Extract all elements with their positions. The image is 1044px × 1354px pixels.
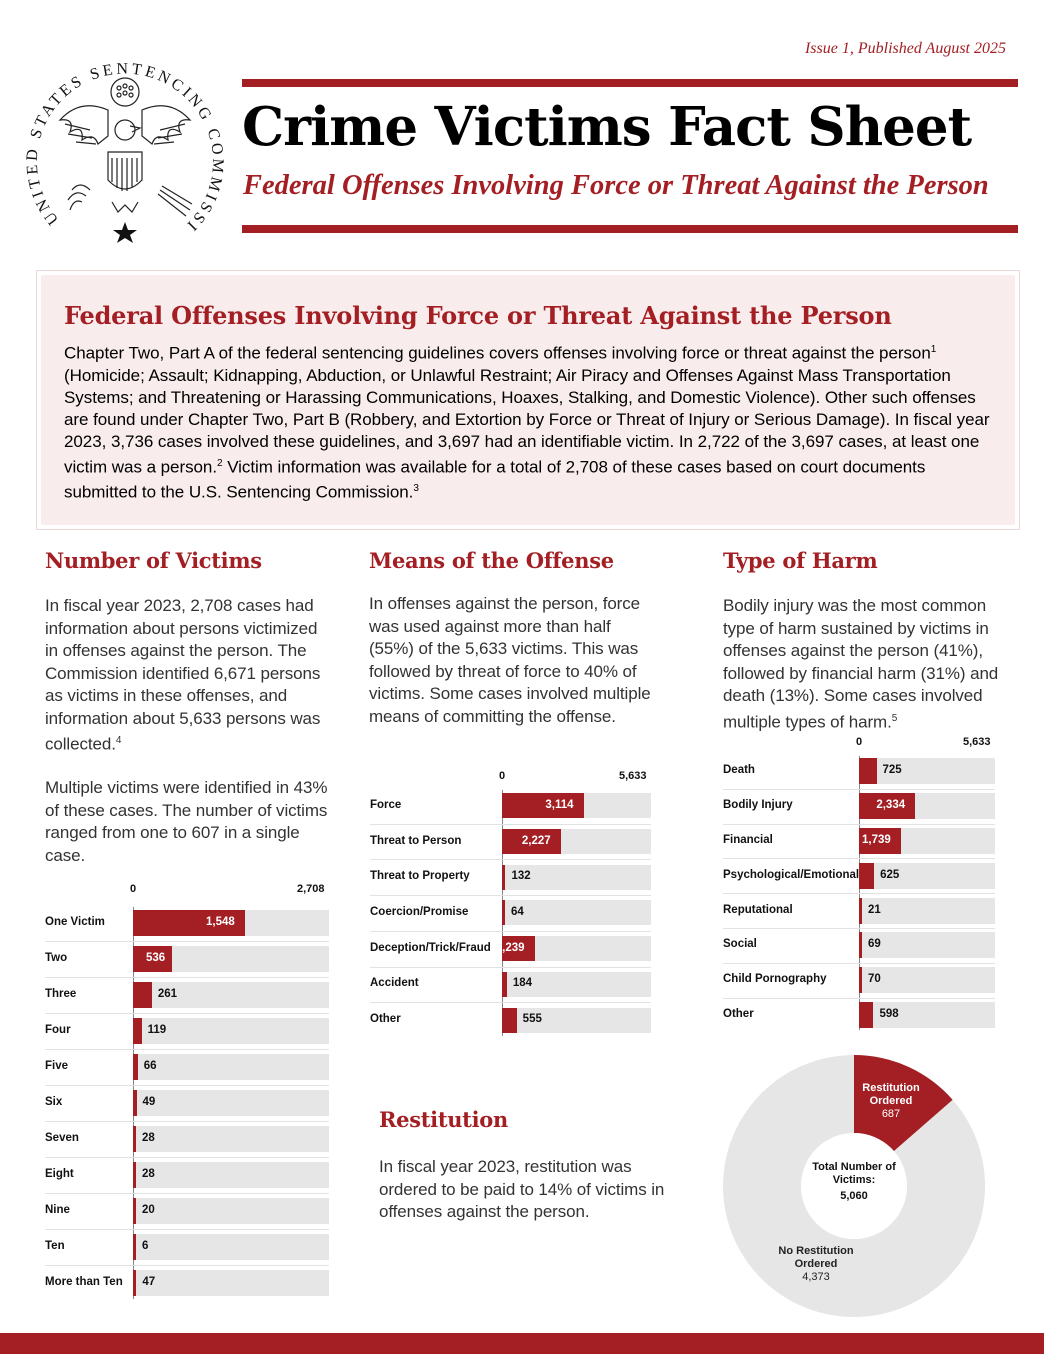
commission-seal <box>20 40 230 250</box>
bar-value: 20 <box>142 1204 155 1216</box>
restitution-donut-chart <box>720 1052 988 1320</box>
row-separator <box>45 1157 329 1158</box>
row-separator <box>45 1121 329 1122</box>
bar <box>859 1002 873 1028</box>
footnote-3: 3 <box>413 483 419 495</box>
victims-bar-chart <box>45 883 330 1293</box>
row-separator <box>370 859 651 860</box>
bar <box>133 1018 142 1044</box>
harm-heading: Type of Harm <box>723 548 878 573</box>
row-separator <box>45 977 329 978</box>
bar-track <box>859 758 995 784</box>
bar <box>859 863 874 889</box>
victims-heading: Number of Victims <box>45 548 262 573</box>
intro-box <box>41 275 1015 525</box>
row-separator <box>723 824 995 825</box>
bar-label: More than Ten <box>45 1276 123 1288</box>
bar <box>502 900 505 925</box>
bar-label: Coercion/Promise <box>370 905 469 918</box>
bar-label: Death <box>723 764 755 777</box>
axis-max-label: 5,633 <box>963 736 991 748</box>
restitution-ordered-label: Restitution Ordered 687 <box>862 1082 920 1120</box>
bar-value: 6 <box>142 1240 149 1252</box>
bar-label: Threat to Person <box>370 834 462 847</box>
row-separator <box>370 1002 651 1003</box>
bar-label: Ten <box>45 1240 65 1252</box>
svg-text:UNITED STATES SENTENCING COMMI: UNITED STATES SENTENCING COMMISSI <box>23 60 227 236</box>
bar <box>859 932 862 958</box>
bar-value: 132 <box>511 870 531 883</box>
bar-label: Nine <box>45 1204 70 1216</box>
bar-value: 3,114 <box>545 798 574 811</box>
footnote-1: 1 <box>930 344 937 355</box>
bar <box>133 1090 137 1116</box>
means-paragraph: In offenses against the person, force was used against more than half (55%) of the 5,633 victims. This was followed by threat of force to 40% of victims. Some cases involved multiple means of committing the offense. <box>369 594 651 726</box>
bar <box>133 1162 136 1188</box>
intro-heading: Federal Offenses Involving Force or Threat Against the Person <box>64 301 892 330</box>
footer-bar <box>0 1333 1044 1354</box>
bar-value: 47 <box>142 1276 156 1288</box>
row-separator <box>370 895 651 896</box>
row-separator <box>45 1265 329 1266</box>
bar-track <box>133 1054 329 1080</box>
bar <box>502 1008 517 1033</box>
bar-value: 598 <box>879 1008 899 1020</box>
row-separator <box>45 941 329 942</box>
axis-min-label: 0 <box>856 736 863 748</box>
restitution-heading: Restitution <box>379 1107 508 1132</box>
bar-label: Seven <box>45 1132 79 1144</box>
row-separator <box>45 1085 329 1086</box>
bar-value: 66 <box>143 1060 157 1072</box>
bar <box>859 758 877 784</box>
bar-track <box>133 1198 329 1224</box>
means-heading: Means of the Offense <box>369 548 614 573</box>
bar <box>859 898 862 924</box>
axis-min-label: 0 <box>130 883 137 895</box>
issue-date: Issue 1, Published August 2025 <box>804 40 1006 57</box>
bar-label: Deception/Trick/Fraud <box>370 941 491 954</box>
row-separator <box>45 1193 329 1194</box>
bar-value: 1,739 <box>861 834 891 846</box>
bar-value: 261 <box>157 988 178 1000</box>
bar-label: Other <box>723 1008 754 1020</box>
bar-value: 70 <box>868 973 881 986</box>
bar-value: 2,227 <box>521 834 551 847</box>
row-separator <box>370 931 651 932</box>
bar-label: Five <box>45 1060 69 1072</box>
bar-value: 49 <box>142 1096 156 1108</box>
bar-label: Social <box>723 938 757 951</box>
bar-value: 1,239 <box>495 941 525 954</box>
bar-track <box>502 900 651 925</box>
bar-track <box>133 1234 329 1260</box>
bar-track <box>133 1270 329 1296</box>
bar-value: 536 <box>145 952 166 964</box>
victims-paragraph-2: Multiple victims were identified in 43% of these cases. The number of victims ranged from one to 607 in a single case. <box>45 778 328 865</box>
row-separator <box>723 893 995 894</box>
row-separator <box>723 858 995 859</box>
row-separator <box>370 824 651 825</box>
row-separator <box>723 963 995 964</box>
axis-min-label: 0 <box>499 770 506 782</box>
bar-label: Four <box>45 1024 71 1036</box>
bar-label: Threat to Property <box>370 870 470 883</box>
bar-label: Three <box>45 988 77 1000</box>
bar-track <box>133 1126 329 1152</box>
bar-label: Psychological/Emotional <box>723 868 860 881</box>
bar-value: 28 <box>142 1168 155 1180</box>
bar-value: 21 <box>868 903 881 916</box>
restitution-paragraph: In fiscal year 2023, restitution was ordered to be paid to 14% of victims in offenses against the person. <box>379 1157 665 1221</box>
row-separator <box>370 967 651 968</box>
bar-label: Financial <box>723 834 773 846</box>
axis-max-label: 2,708 <box>297 883 325 895</box>
no-restitution-label: No Restitution Ordered 4,373 <box>778 1245 854 1283</box>
row-separator <box>723 928 995 929</box>
page-subtitle: Federal Offenses Involving Force or Threat Against the Person <box>243 170 989 201</box>
bar <box>859 967 862 993</box>
row-separator <box>723 998 995 999</box>
bar-label: Force <box>370 798 402 811</box>
bar-value: 28 <box>142 1132 155 1144</box>
bar-label: One Victim <box>45 916 105 928</box>
bar <box>133 1126 136 1152</box>
bar-value: 184 <box>512 977 533 990</box>
bar-label: Six <box>45 1096 63 1108</box>
victims-paragraph-1: In fiscal year 2023, 2,708 cases had information about persons victimized in offenses against the person. The Commission identified 6,671 persons as victims in these offenses, and information about 5,633 persons was collected.$^4$ <box>45 596 321 754</box>
bar-value: 625 <box>880 868 900 881</box>
harm-bar-chart <box>723 736 999 1026</box>
bar-value: 555 <box>522 1013 542 1026</box>
page-title: Crime Victims Fact Sheet <box>242 96 972 158</box>
bar-value: 1,548 <box>206 916 235 928</box>
means-bar-chart <box>370 770 654 1032</box>
axis-max-label: 5,633 <box>619 770 647 782</box>
bar-value: 725 <box>882 764 902 777</box>
bar <box>133 982 152 1008</box>
bar-track <box>133 1090 329 1116</box>
bar <box>502 972 507 997</box>
donut-center-label: Total Number of Victims: 5,060 <box>812 1161 896 1202</box>
footnote-2: 2 <box>217 457 223 469</box>
bar <box>502 865 505 890</box>
row-separator <box>45 1229 329 1230</box>
bar-label: Other <box>370 1013 401 1026</box>
header-top-rule <box>242 79 1018 87</box>
bar-label: Accident <box>370 977 419 990</box>
harm-paragraph: Bodily injury was the most common type of harm sustained by victims in offenses against the person (41%), followed by financial harm (31%) and death (13%). Some cases involved multiple types of harm.$^5$ <box>723 596 999 732</box>
bar-label: Reputational <box>723 903 793 916</box>
bar <box>133 1198 136 1224</box>
bar-value: 2,334 <box>876 799 906 812</box>
row-separator <box>45 1013 329 1014</box>
bar <box>133 1054 138 1080</box>
bar-value: 69 <box>868 938 881 951</box>
bar <box>133 1270 136 1296</box>
bar-value: 64 <box>511 905 524 918</box>
bar-label: Eight <box>45 1168 74 1180</box>
bar-track <box>133 1162 329 1188</box>
row-separator <box>723 789 995 790</box>
header-bottom-rule <box>242 225 1018 233</box>
intro-text: Chapter Two, Part A of the federal sentencing guidelines covers offenses involving force or threat against the person$^1$ (Homicide; Assault; Kidnapping, Abduction, or Unlawful Restraint; Air Piracy and Offenses Against Mass Transportation Systems; and Threatening or Harassing Communications, Hoaxes, Stalking, and Domestic Violence). Other such offenses are found under Chapter Two, Part B (Robbery, and Extortion by Force or Threat of Injury or Serious Damage). In fiscal year 2023, 3,736 cases involved these guidelines, and 3,697 had an identifiable victim. In 2,722 of the 3,697 cases, at least one victim was a person.$^2$ Victim information was available for a total of 2,708 of these cases based on court documents submitted to the U.S. Sentencing Commission.$^3$ <box>64 343 990 502</box>
bar <box>133 1234 136 1260</box>
bar-label: Bodily Injury <box>723 799 793 812</box>
bar-value: 119 <box>147 1024 167 1036</box>
bar-label: Two <box>45 952 68 964</box>
bar-label: Child Pornography <box>723 973 827 986</box>
row-separator <box>45 1049 329 1050</box>
